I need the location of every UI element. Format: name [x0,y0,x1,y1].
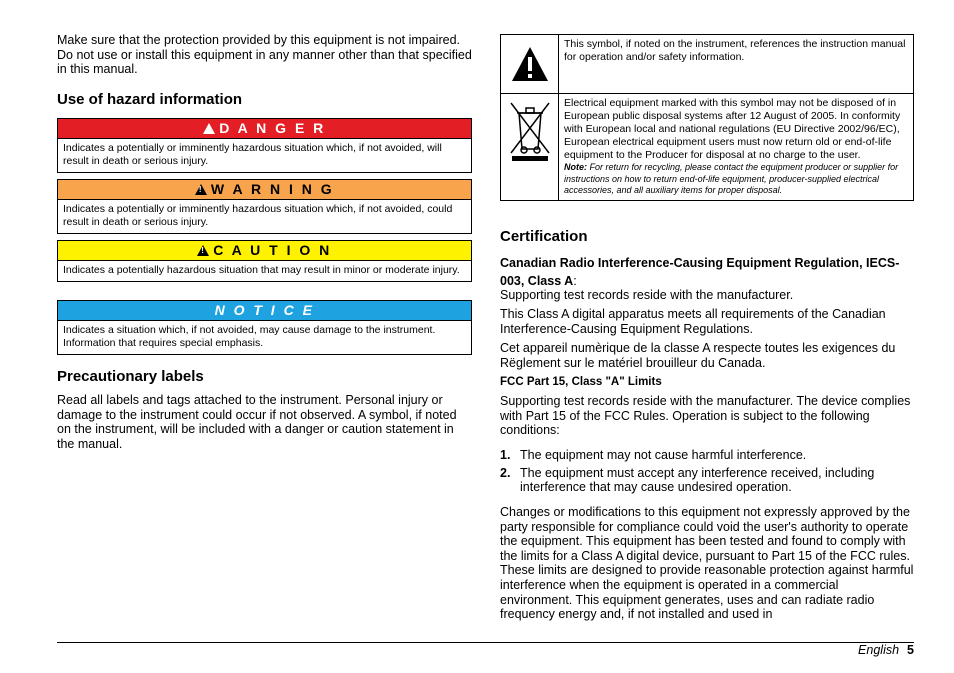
list-number: 1. [500,448,511,462]
fcc-heading: FCC Part 15, Class "A" Limits [500,376,662,388]
fcc-paragraph-1: Supporting test records reside with the manufacturer. The device complies with Part 15 of the FCC Rules. Operation is subject to the following conditions: [500,394,911,438]
warning-label: W A R N I N G [210,181,335,197]
notice-label: N O T I C E [214,302,315,318]
canada-paragraph-1: Supporting test records reside with the manufacturer. [500,288,794,302]
warning-triangle-icon [511,46,549,82]
caution-box [57,240,472,282]
canada-paragraph-3: Cet appareil numèrique de la classe A respecte toutes les exigences du Rëglement sur le matériel brouilleur du Canada. [500,341,896,370]
caution-label: C A U T I O N [213,242,332,258]
canada-heading-text: Canadian Radio Interference-Causing Equipment Regulation, IECS-003, Class A [500,256,900,288]
symbol-icon-cell [501,35,559,94]
symbol-description [559,94,914,201]
list-text: The equipment must accept any interference received, including interference that may cause undesired operation. [520,465,875,495]
canada-paragraph-2: This Class A digital apparatus meets all requirements of the Canadian Interference-Causing Equipment Regulations. [500,307,886,336]
list-number: 2. [500,465,511,480]
caution-header [58,241,471,261]
canada-heading [500,254,914,290]
list-text: The equipment may not cause harmful interference. [520,448,807,462]
danger-label: D A N G E R [219,120,326,136]
crossed-bin-icon [507,99,553,161]
warning-header [58,180,471,200]
danger-header [58,119,471,139]
notice-header [58,301,471,321]
note-text: For return for recycling, please contact the equipment producer or supplier for instructions on how to return end-of-life equipment, producer-supplied electrical accessories, and all auxiliary items for proper disposal. [564,162,899,195]
symbol-row [501,94,914,201]
symbol-table [500,34,914,201]
warning-text: Indicates a potentially or imminently hazardous situation which, if not avoided, could result in death or serious injury. [63,203,453,228]
fcc-paragraph-2: Changes or modifications to this equipment not expressly approved by the party responsible for compliance could void the user's authority to operate the equipment. This equipment has been tested and found to comply with the limits for a Class A digital device, pursuant to Part 15 of the FCC rules. These limits are designed to provide reasonable protection against harmful interference when the equipment is operated in a commercial environment. This equipment generates, uses and can radiate radio frequency energy and, if not installed and used in [500,505,914,622]
footer-language: English [858,643,900,657]
list-item [500,448,914,463]
hazard-info-heading: Use of hazard information [57,91,243,108]
warning-triangle-icon [197,245,209,256]
precautionary-labels-paragraph: Read all labels and tags attached to the instrument. Personal injury or damage to the instrument could occur if not observed. A symbol, if noted on the instrument, will be included with a danger or caution statement in the manual. [57,393,457,451]
precautionary-labels-heading: Precautionary labels [57,368,204,385]
page-number: 5 [907,643,914,657]
warning-triangle-icon [203,123,215,134]
danger-text: Indicates a potentially or imminently hazardous situation which, if not avoided, will result in death or serious injury. [63,142,442,167]
notice-text: Indicates a situation which, if not avoided, may cause damage to the instrument. Information that requires special emphasis. [63,324,436,349]
certification-heading: Certification [500,228,588,245]
symbol-icon-cell [501,94,559,201]
conditions-list [500,448,914,495]
list-item [500,466,914,495]
note-label: Note: [564,162,587,172]
weee-description: Electrical equipment marked with this symbol may not be disposed of in European public disposal systems after 12 August of 2005. In conformity with European local and national regulations (EU Directive 2002/96/EC), European electrical equipment users must now return old or end-of-life equipment to the Producer for disposal at no charge to the user. [564,97,901,161]
warning-box [57,179,472,234]
caution-text: Indicates a potentially hazardous situation that may result in minor or moderate injury. [63,264,460,276]
symbol-description: This symbol, if noted on the instrument, references the instruction manual for operation and/or safety information. [559,35,914,94]
intro-paragraph: Make sure that the protection provided by this equipment is not impaired. Do not use or install this equipment in any manner other than that specified in this manual. [57,33,472,77]
page-footer [858,643,914,657]
warning-triangle-icon [195,184,207,195]
canada-heading-colon: : [573,274,577,288]
notice-box [57,300,472,355]
symbol-row [501,35,914,94]
footer-rule [57,642,914,643]
danger-box [57,118,472,173]
weee-note [564,162,908,197]
